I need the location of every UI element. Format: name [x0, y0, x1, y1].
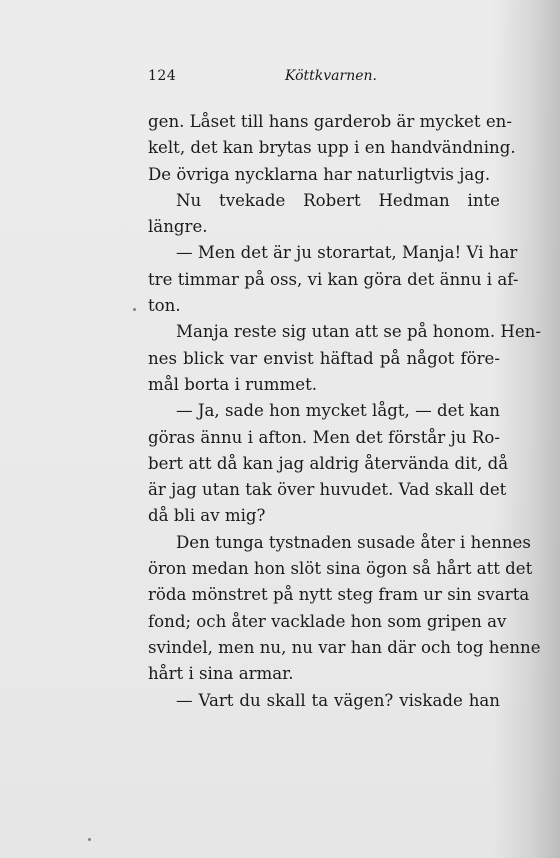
text-line: tre timmar på oss, vi kan göra det ännu i af-: [148, 269, 519, 289]
print-speck: [133, 308, 136, 311]
text-line: nes blick var envist häftad på något före-: [148, 348, 500, 368]
text-line: bert att då kan jag aldrig återvända dit, då: [148, 453, 509, 473]
text-line: gen. Låset till hans garderob är mycket en-: [148, 112, 512, 131]
page-header: [148, 68, 500, 90]
text-line: göras ännu i afton. Men det förstår ju Ro-: [148, 427, 500, 447]
text-line: Manja reste sig utan att se på honom. Hen-: [176, 322, 541, 342]
text-line: är jag utan tak över huvudet. Vad skall det: [148, 480, 507, 500]
text-line: Den tunga tystnaden susade åter i hennes: [176, 532, 531, 552]
text-line: då bli av mig?: [148, 506, 266, 526]
text-line: fond; och åter vacklade hon som gripen av: [148, 611, 507, 631]
text-line: öron medan hon slöt sina ögon så hårt att det: [148, 559, 533, 579]
text-line: kelt, det kan brytas upp i en handvändning.: [148, 138, 516, 158]
text-line: — Vart du skall ta vägen? viskade han: [176, 690, 500, 710]
body-text: [148, 109, 541, 714]
text-line: hårt i sina armar.: [148, 664, 294, 684]
print-speck: [88, 838, 91, 841]
text-line: röda mönstret på nytt steg fram ur sin svarta: [148, 585, 530, 605]
text-line: — Men det är ju storartat, Manja! Vi har: [176, 243, 518, 263]
running-title: Köttkvarnen.: [285, 68, 377, 84]
text-line: svindel, men nu, nu var han där och tog henne: [148, 637, 541, 657]
text-line: De övriga nycklarna har naturligtvis jag.: [148, 164, 491, 184]
text-line: — Ja, sade hon mycket lågt, — det kan: [176, 401, 500, 421]
page-number: 124: [148, 68, 177, 84]
text-line: ton.: [148, 296, 181, 316]
text-line: Nu tvekade Robert Hedman inte: [176, 190, 500, 210]
text-line: längre.: [148, 217, 208, 237]
text-line: mål borta i rummet.: [148, 374, 318, 394]
